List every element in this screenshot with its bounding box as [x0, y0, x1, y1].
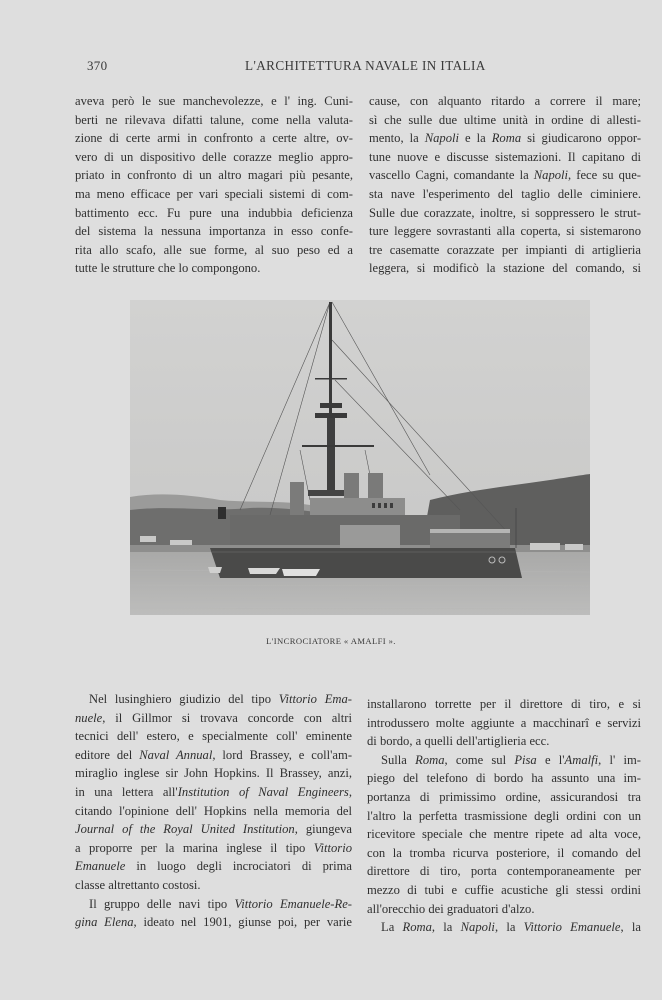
text-run: ma meno efficace per vari speciali sistemi di com- [75, 186, 353, 201]
text-run: mezzo di tubi e cuffie acustiche gli stessi ordini [367, 882, 641, 897]
italic-title: nuele [75, 710, 103, 725]
text-run: portanza di primissimo ordine, assicurandosi tra [367, 789, 641, 804]
text-run: La [381, 920, 403, 935]
italic-title: Roma [491, 131, 522, 146]
text-line [369, 185, 641, 204]
text-line [369, 148, 641, 167]
text-line [75, 820, 352, 839]
text-run: vero di un dispositivo delle corazze meglio appro- [75, 149, 353, 164]
italic-title: Napoli [460, 920, 495, 935]
text-run: e l' [536, 752, 565, 767]
italic-title: Vittorio Emanuele [523, 920, 621, 935]
text-run: priato in confronto di un altro magari più pesante, [75, 168, 353, 183]
text-run: lord Brassey, e coll'am- [215, 747, 353, 762]
text-run: tutte le strutture che lo compongono. [75, 261, 261, 276]
text-run: vascello Cagni, comandante la [369, 168, 534, 183]
text-line [367, 844, 641, 863]
running-title: L'ARCHITETTURA NAVALE IN ITALIA [245, 58, 486, 73]
text-run: piego del telefono di bordo ha assunto una im- [367, 771, 641, 786]
funnel-aft [290, 482, 304, 517]
fighting-top [315, 413, 347, 418]
text-line [367, 918, 641, 937]
italic-title: Napoli [424, 131, 460, 146]
text-line [75, 727, 352, 746]
text-line [367, 788, 641, 807]
text-line [75, 166, 353, 185]
text-line [75, 241, 353, 260]
text-line [75, 259, 353, 278]
text-line [367, 881, 641, 900]
text-line [367, 825, 641, 844]
funnel-fore [368, 473, 383, 499]
text-line [75, 764, 352, 783]
text-run: , la [620, 920, 641, 935]
text-run: leggera, si modificò la stazione del comando, si [369, 261, 641, 276]
top-right-column [369, 92, 641, 278]
yard [302, 445, 374, 447]
text-line [75, 876, 352, 895]
text-line [75, 746, 352, 765]
text-run: l'altro la perfetta trasmissione degli ordini con un [367, 808, 641, 823]
italic-title: Vittorio Ema- [278, 692, 352, 706]
text-run: mento, la [369, 131, 425, 146]
text-run: Il gruppo delle navi tipo [89, 896, 235, 911]
text-run: tecnici dell' estero, e specialmente coll' eminente [75, 729, 352, 744]
text-run: tune nuove e discusse sistemazioni. Il capitano di [369, 149, 641, 164]
text-line [367, 714, 641, 733]
text-line [367, 751, 641, 770]
text-run: , giungeva [294, 822, 352, 837]
text-run: editore del [75, 747, 140, 762]
text-line [367, 807, 641, 826]
top-left-column [75, 92, 353, 278]
text-line [75, 204, 353, 223]
text-line [369, 166, 641, 185]
launch-boat [248, 568, 280, 574]
italic-title: Institution of Naval Engineers [177, 784, 349, 799]
text-run: con la tromba ricurva posteriore, il comando del [367, 845, 641, 860]
text-run: Sulla [381, 752, 416, 767]
bottom-right-column [367, 695, 641, 937]
italic-title: Naval Annual, [139, 747, 216, 762]
text-line [75, 709, 352, 728]
text-run: installarono torrette per il direttore di tiro, e si [367, 697, 641, 711]
text-line [75, 690, 352, 709]
text-run: direttore di tiro, porta contemporaneamente per [367, 864, 641, 879]
text-run: rita allo scafo, alle sue forme, al suo peso ed a [75, 242, 353, 257]
text-run: citando l'opinione dell' Hopkins nella memoria del [75, 803, 352, 818]
italic-title: Pisa [514, 752, 537, 767]
text-run: aveva però le sue manchevolezze, e l' ing. Cuni- [75, 94, 353, 108]
text-run: battimento ecc. Fu pure una indubbia deficienza [75, 205, 353, 220]
text-line [75, 802, 352, 821]
italic-title: Emanuele [75, 859, 126, 874]
ensign-flag [218, 507, 226, 519]
text-run: , come sul [444, 752, 515, 767]
text-run: zione di certe armi in confronto a certe altre, ov- [75, 131, 353, 146]
italic-title: Vittorio [313, 840, 352, 855]
text-line [367, 732, 641, 751]
text-line [369, 129, 641, 148]
text-run: , [348, 784, 352, 799]
text-run: , l' im- [598, 752, 642, 767]
text-line [75, 783, 352, 802]
page-number: 370 [87, 58, 108, 73]
text-run: , la [431, 920, 461, 935]
text-line [75, 111, 353, 130]
text-line [75, 839, 352, 858]
text-run: , il Gillmor si trovava concorde con altri [102, 710, 352, 725]
running-header [0, 58, 662, 78]
text-line [369, 204, 641, 223]
text-run: , ideato nel 1901, giunse poi, per varie [133, 915, 352, 930]
text-run: berti ne rilevava difatti talune, come nella valuta- [75, 112, 353, 127]
text-line [369, 241, 641, 260]
text-run: , fece su que- [568, 168, 641, 183]
text-run: del sistema la nessuna importanza in esso confe- [75, 224, 353, 239]
text-run: tre casematte corazzate per impianti di artiglieria [369, 242, 641, 257]
italic-title: Journal of the Royal United Institution [75, 822, 295, 837]
figure-caption: L'INCROCIATORE « AMALFI ». [266, 636, 396, 646]
text-line [75, 148, 353, 167]
text-line [369, 92, 641, 111]
text-line [75, 857, 352, 876]
text-line [367, 900, 641, 919]
italic-title: Vittorio Emanuele-Re- [234, 896, 352, 911]
text-line [367, 862, 641, 881]
text-run: introdussero molte aggiunte a macchinarî e servizi [367, 715, 641, 730]
bottom-left-column [75, 690, 352, 932]
text-run: cause, con alquanto ritardo a correre il mare; [369, 94, 641, 108]
text-run: si giudicarono oppor- [521, 131, 642, 146]
italic-title: gina Elena [75, 915, 134, 930]
text-run: in luogo degli incrociatori di prima [125, 859, 352, 874]
italic-title: Roma [415, 752, 445, 767]
text-line [75, 913, 352, 932]
text-run: ture leggere sovrastanti alla coperta, si sistemarono [369, 224, 641, 239]
text-run: Nel lusinghiero giudizio del tipo [89, 692, 279, 706]
text-run: classe altrettanto costosi. [75, 877, 201, 892]
text-line [367, 695, 641, 714]
text-run: miraglio inglese sir John Hopkins. Il Brassey, anzi, [75, 766, 352, 781]
text-line [75, 222, 353, 241]
text-run: sì che sulle due ultime unità in ordine di allesti- [369, 112, 641, 127]
text-line [369, 222, 641, 241]
funnel-mid [344, 473, 359, 499]
text-run: ricevitore speciale che mentre ripete ad alta voce, [367, 827, 641, 842]
text-line [369, 259, 641, 278]
text-line [75, 129, 353, 148]
ship-photograph [130, 300, 590, 615]
text-run: , la [494, 920, 524, 935]
text-line [367, 769, 641, 788]
text-line [75, 92, 353, 111]
italic-title: Roma [402, 920, 432, 935]
text-run: Sulle due corazzate, inoltre, si soppressero le strut- [369, 205, 641, 220]
battleship-image [130, 300, 590, 615]
text-run: e la [459, 131, 492, 146]
awning [430, 529, 510, 533]
italic-title: Napoli [533, 168, 569, 183]
text-line [75, 185, 353, 204]
text-line [75, 895, 352, 914]
text-run: in una lettera all' [75, 784, 178, 799]
italic-title: Amalfi [564, 752, 599, 767]
text-run: di bordo, a quelli dell'artiglieria ecc. [367, 734, 550, 749]
text-run: all'orecchio dei graduatori d'alzo. [367, 901, 535, 916]
text-run: a proporre per la marina inglese il tipo [75, 840, 314, 855]
text-line [369, 111, 641, 130]
text-run: sta nave l'esperimento del taglio delle ciminiere. [369, 186, 641, 201]
